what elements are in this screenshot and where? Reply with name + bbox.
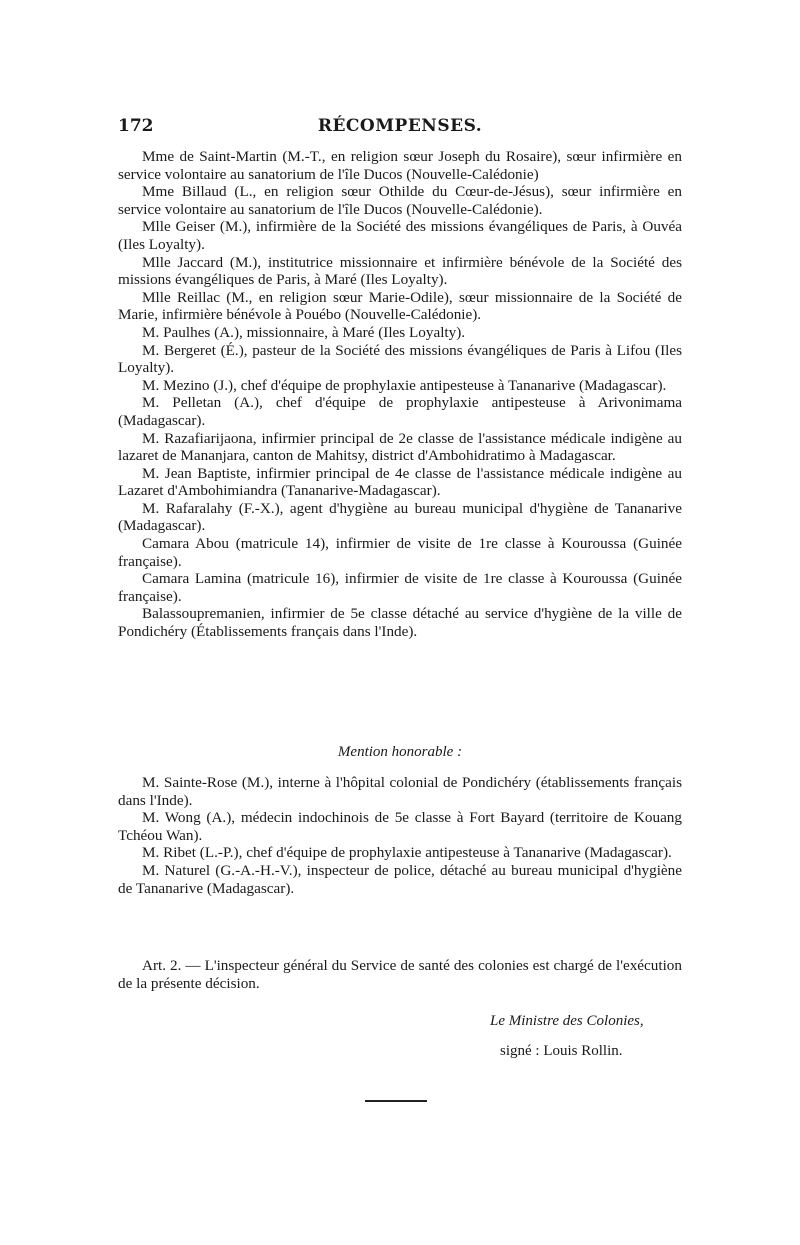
mention-entry: M. Sainte-Rose (M.), interne à l'hôpital colonial de Pondichéry (établissements français dans l'Inde). — [118, 774, 682, 809]
page-header — [118, 116, 682, 142]
signed-line: signé : Louis Rollin. — [500, 1043, 623, 1059]
award-entry: Camara Abou (matricule 14), infirmier de visite de 1re classe à Kouroussa (Guinée française). — [118, 535, 682, 570]
award-entry: Mlle Reillac (M., en religion sœur Marie-Odile), sœur missionnaire de la Société de Marie, infirmière bénévole à Pouébo (Nouvelle-Calédonie). — [118, 288, 682, 324]
award-list — [118, 148, 682, 641]
mention-entry: M. Naturel (G.-A.-H.-V.), inspecteur de police, détaché au bureau municipal d'hygiène de Tananarive (Madagascar). — [118, 861, 682, 897]
signature-block — [490, 1013, 690, 1059]
award-entry: Mme Billaud (L., en religion sœur Othilde du Cœur-de-Jésus), sœur infirmière en service volontaire au sanatorium de l'île Ducos (Nouvelle-Calédonie). — [118, 183, 682, 218]
page-number: 172 — [118, 116, 154, 136]
award-entry: Mme de Saint-Martin (M.-T., en religion sœur Joseph du Rosaire), sœur infirmière en service volontaire au sanatorium de l'île Ducos (Nouvelle-Calédonie) — [118, 148, 682, 183]
mention-entry: M. Ribet (L.-P.), chef d'équipe de prophylaxie antipesteuse à Tananarive (Madagascar). — [142, 844, 672, 862]
award-entry: M. Razafiarijaona, infirmier principal de 2e classe de l'assistance médicale indigène au lazaret de Mananjara, canton de Mahitsy, district d'Ambohidratimo à Madagascar. — [118, 429, 682, 465]
minister-title: Le Ministre des Colonies, — [490, 1013, 644, 1029]
running-title: RÉCOMPENSES. — [317, 116, 483, 136]
award-entry: M. Rafaralahy (F.-X.), agent d'hygiène au bureau municipal d'hygiène de Tananarive (Madagascar). — [118, 499, 682, 535]
award-entry: Mlle Geiser (M.), infirmière de la Société des missions évangéliques de Paris, à Ouvéa (Iles Loyalty). — [118, 218, 682, 253]
footer-rule — [365, 1100, 427, 1102]
award-entry: Mlle Jaccard (M.), institutrice missionnaire et infirmière bénévole de la Société des missions évangéliques de Paris, à Maré (Iles Loyalty). — [118, 253, 682, 289]
article-paragraph — [118, 957, 682, 992]
award-entry: M. Bergeret (É.), pasteur de la Société des missions évangéliques de Paris à Lifou (Iles Loyalty). — [118, 341, 682, 377]
award-entry: M. Pelletan (A.), chef d'équipe de prophylaxie antipesteuse à Arivonimama (Madagascar). — [118, 394, 682, 429]
mention-heading: Mention honorable : — [337, 744, 463, 760]
article-text: Art. 2. — L'inspecteur général du Service de santé des colonies est chargé de l'exécution de la présente décision. — [118, 957, 682, 992]
award-entry: M. Paulhes (A.), missionnaire, à Maré (Iles Loyalty). — [142, 323, 466, 341]
award-entry: Camara Lamina (matricule 16), infirmier de visite de 1re classe à Kouroussa (Guinée française). — [118, 570, 682, 605]
award-entry: M. Mezino (J.), chef d'équipe de prophylaxie antipesteuse à Tananarive (Madagascar). — [142, 376, 667, 394]
mention-list — [118, 774, 682, 897]
mention-entry: M. Wong (A.), médecin indochinois de 5e classe à Fort Bayard (territoire de Kouang Tchéou Wan). — [118, 809, 682, 844]
award-entry: Balassoupremanien, infirmier de 5e classe détaché au service d'hygiène de la ville de Pondichéry (Établissements français dans l'Inde). — [118, 605, 682, 641]
award-entry: M. Jean Baptiste, infirmier principal de 4e classe de l'assistance médicale indigène au Lazaret d'Ambohimiandra (Tananarive-Madagascar). — [118, 464, 682, 500]
